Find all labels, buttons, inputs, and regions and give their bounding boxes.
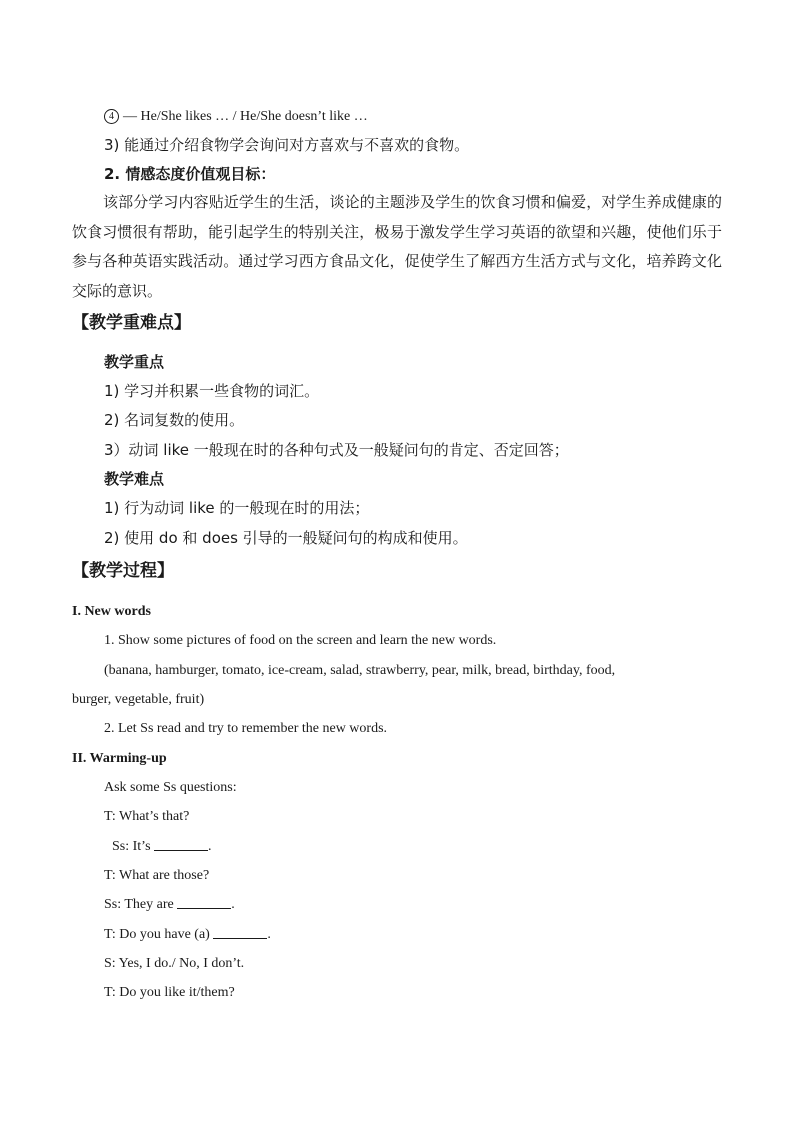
difficult-item-1: 1) 行为动词 like 的一般现在时的用法； — [104, 499, 370, 517]
warming-up-intro: Ask some Ss questions: — [104, 780, 237, 795]
difficult-item-2: 2) 使用 do 和 does 引导的一般疑问句的构成和使用。 — [104, 529, 468, 547]
dialogue-line-3: T: What are those? — [104, 868, 210, 883]
word-list-line-1: (banana, hamburger, tomato, ice-cream, salad, strawberry, pear, milk, bread, birthday, food, — [104, 663, 616, 678]
objective-item-4 — [104, 108, 368, 126]
focus-item-2: 2) 名词复数的使用。 — [104, 411, 245, 429]
objective-item-4-text: — He/She likes … / He/She doesn’t like … — [123, 109, 368, 124]
fill-blank — [213, 926, 267, 939]
dialogue-line-1: T: What’s that? — [104, 809, 190, 824]
dialogue-line-7: T: Do you like it/them? — [104, 985, 235, 1000]
process-heading: 【教学过程】 — [72, 561, 174, 581]
difficult-title: 教学难点 — [104, 470, 165, 488]
focus-title: 教学重点 — [104, 353, 165, 371]
dialogue-line-2: Ss: It’s . — [112, 839, 212, 854]
dialogue-line-5: T: Do you have (a) . — [104, 927, 271, 942]
dialogue-line-4-text: Ss: They are — [104, 897, 174, 912]
warming-up-title: II. Warming-up — [72, 751, 167, 766]
dialogue-line-6: S: Yes, I do./ No, I don’t. — [104, 956, 245, 971]
new-words-title: I. New words — [72, 604, 151, 619]
focus-item-3: 3）动词 like 一般现在时的各种句式及一般疑问句的肯定、否定回答； — [104, 441, 569, 459]
new-words-step-2: 2. Let Ss read and try to remember the new words. — [104, 721, 388, 736]
dialogue-line-5-text: T: Do you have (a) — [104, 927, 210, 942]
new-words-step-1: 1. Show some pictures of food on the screen and learn the new words. — [104, 633, 497, 648]
fill-blank — [177, 896, 231, 909]
circled-number: 4 — [104, 109, 119, 124]
focus-item-1: 1) 学习并积累一些食物的词汇。 — [104, 382, 320, 400]
word-list-line-2: burger, vegetable, fruit) — [72, 692, 205, 707]
emotion-objective-paragraph: 该部分学习内容贴近学生的生活，谈论的主题涉及学生的饮食习惯和偏爱，对学生养成健康的饮食习惯很有帮助，能引起学生的特别关注，极易于激发学生学习英语的欲望和兴趣，使他们乐于参与各种英语实践活动。通过学习西方食品文化，促使学生了解西方生活方式与文化，培养跨文化交际的意识。 — [72, 193, 722, 300]
keypoints-heading: 【教学重难点】 — [72, 313, 191, 333]
dialogue-line-4: Ss: They are . — [104, 897, 235, 912]
objective-item-3: 3) 能通过介绍食物学会询问对方喜欢与不喜欢的食物。 — [104, 136, 470, 154]
emotion-objective-title: 2. 情感态度价值观目标： — [104, 165, 276, 183]
dialogue-line-2-text: Ss: It’s — [112, 839, 151, 854]
fill-blank — [154, 838, 208, 851]
